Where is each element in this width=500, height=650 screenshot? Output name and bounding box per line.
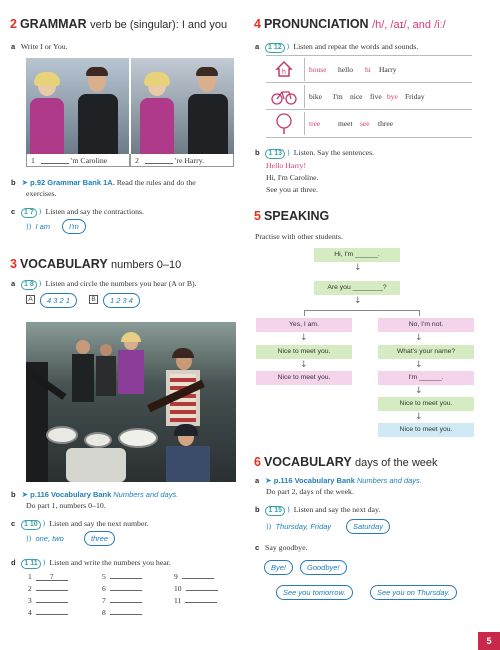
number-answer-7[interactable]	[110, 597, 142, 603]
down-arrow-icon: ↓	[354, 296, 362, 306]
audio-track-1-8[interactable]: 1 8	[21, 280, 37, 290]
bubble-see-you-thursday: See you on Thursday.	[370, 585, 457, 600]
vocab-bank-link-days[interactable]: p.116 Vocabulary Bank	[273, 476, 355, 485]
number-item-8: 8	[102, 608, 142, 617]
page-number: 5	[478, 632, 500, 650]
speaking-instructions: Practise with other students.	[255, 232, 343, 241]
audio-icon: )	[287, 149, 290, 157]
number-answer-6[interactable]	[110, 585, 142, 591]
audio-track-1-10[interactable]: 1 10	[21, 520, 41, 530]
down-arrow-icon: ↓	[415, 386, 423, 396]
arrow-icon: ➤	[265, 476, 272, 485]
band-photo	[26, 322, 236, 482]
audio-icon: )	[286, 43, 290, 51]
audio-icon: )	[42, 559, 46, 567]
number-item-4: 4	[28, 608, 68, 617]
option-b-box: B	[89, 295, 98, 304]
grammar-c: c 1 7 ) Listen and say the contractions.	[11, 207, 144, 216]
vocab2-b: b 1 15 ) Listen and say the next day.	[255, 505, 381, 514]
number-item-10: 10	[174, 584, 218, 593]
flow-no: No, I'm not.	[378, 318, 474, 332]
number-item-3: 3	[28, 596, 68, 605]
tree-icon	[269, 113, 299, 134]
audio-icon: )	[38, 280, 42, 288]
grammar-a: a Write I or You.	[11, 42, 68, 51]
pron-row-house: h house hello hi Harry	[266, 56, 472, 83]
bubble-im: I'm	[62, 219, 86, 234]
speaker-icon: ))	[26, 223, 32, 231]
pronunciation-table	[266, 55, 472, 138]
vocab1-a: a 1 8 ) Listen and circle the numbers you hear (A or B).	[11, 279, 197, 288]
vocab1-b-cont: Do part 1, numbers 0–10.	[26, 501, 106, 510]
caption-2: 2 're Harry.	[130, 154, 234, 167]
flow-nice-3: Nice to meet you.	[378, 397, 474, 411]
flow-nice-2: Nice to meet you.	[256, 371, 352, 385]
pronunciation-heading: 4 PRONUNCIATION /h/, /aɪ/, and /iː/	[254, 17, 446, 31]
down-arrow-icon: ↓	[300, 360, 308, 370]
branch-line	[304, 310, 419, 311]
caption-1: 1 'm Caroline	[26, 154, 130, 167]
number-answer-8[interactable]	[110, 609, 142, 615]
audio-icon: )	[287, 506, 290, 514]
speaker-icon: ))	[266, 523, 272, 531]
vocab1-b: b ➤ p.116 Vocabulary Bank Numbers and days.	[11, 490, 179, 499]
pron-sentence-1: Hello Harry!	[266, 161, 307, 170]
pron-a: a 1 12 ) Listen and repeat the words and sounds.	[255, 42, 419, 51]
flow-yes: Yes, I am.	[256, 318, 352, 332]
vocab-numbers-heading: 3 VOCABULARY numbers 0–10	[10, 257, 182, 271]
audio-track-1-15[interactable]: 1 15	[265, 506, 285, 516]
down-arrow-icon: ↓	[415, 360, 423, 370]
grammar-b: b ➤ p.92 Grammar Bank 1A. Read the rules and do the	[11, 178, 196, 187]
bubble-see-you-tomorrow: See you tomorrow.	[276, 585, 353, 600]
number-answer-1[interactable]: 7	[36, 575, 68, 581]
grammar-heading: 2 GRAMMAR verb be (singular): I and you	[10, 17, 228, 31]
option-b-bubble[interactable]: 1 2 3 4	[103, 293, 140, 308]
audio-track-1-13[interactable]: 1 13	[265, 149, 285, 159]
pron-sentence-3: See you at three.	[266, 185, 318, 194]
number-answer-11[interactable]	[185, 597, 217, 603]
vocab1-c: c 1 10 ) Listen and say the next number.	[11, 519, 149, 528]
speaking-heading: 5 SPEAKING	[254, 209, 330, 223]
number-item-1: 1 7	[28, 572, 68, 581]
caption-1-blank[interactable]	[41, 163, 69, 164]
vocab-days-heading: 6 VOCABULARY days of the week	[254, 455, 438, 469]
down-arrow-icon: ↓	[354, 263, 362, 273]
number-item-9: 9	[174, 572, 214, 581]
audio-icon: )	[42, 520, 46, 528]
vocab-bank-link-numbers[interactable]: p.116 Vocabulary Bank	[30, 490, 112, 499]
number-answer-10[interactable]	[186, 585, 218, 591]
speaker-icon: ))	[26, 535, 32, 543]
number-item-5: 5	[102, 572, 142, 581]
grammar-photo	[26, 58, 234, 154]
number-item-6: 6	[102, 584, 142, 593]
house-icon	[269, 59, 299, 80]
bubble-saturday: Saturday	[346, 519, 390, 534]
vocab2-b-example: )) Thursday, Friday	[266, 522, 332, 531]
caption-2-blank[interactable]	[145, 163, 173, 164]
audio-track-1-11[interactable]: 1 11	[21, 559, 40, 569]
flow-nice-4: Nice to meet you.	[378, 423, 474, 437]
number-item-11: 11	[174, 596, 217, 605]
grammar-bank-link[interactable]: p.92 Grammar Bank 1A.	[30, 178, 115, 187]
flow-hi: Hi, I'm ______.	[314, 248, 400, 262]
flow-are-you: Are you ________?	[314, 281, 400, 295]
vocab1-c-example: )) one, two	[26, 534, 64, 543]
grammar-b-cont: exercises.	[26, 189, 57, 198]
number-answer-4[interactable]	[36, 609, 68, 615]
pron-sentence-2: Hi, I'm Caroline.	[266, 173, 319, 182]
audio-icon: )	[38, 208, 42, 216]
bike-icon	[269, 86, 299, 107]
svg-text:h: h	[282, 69, 286, 76]
grammar-c-example: )) I am	[26, 222, 51, 231]
number-item-2: 2	[28, 584, 68, 593]
vocab2-a: a ➤ p.116 Vocabulary Bank Numbers and days.	[255, 476, 422, 485]
down-arrow-icon: ↓	[415, 333, 423, 343]
vocab2-c: c Say goodbye.	[255, 543, 308, 552]
vocab1-d: d 1 11 ) Listen and write the numbers you hear.	[11, 558, 171, 567]
pron-row-bike: bike I'm nice five bye Friday	[266, 83, 472, 110]
bubble-goodbye: Goodbye!	[300, 560, 347, 575]
down-arrow-icon: ↓	[300, 333, 308, 343]
number-answer-3[interactable]	[36, 597, 68, 603]
arrow-icon: ➤	[21, 490, 29, 499]
flow-nice-1: Nice to meet you.	[256, 345, 352, 359]
pron-b: b 1 13 ) Listen. Say the sentences.	[255, 148, 375, 157]
number-item-7: 7	[102, 596, 142, 605]
down-arrow-icon: ↓	[415, 412, 423, 422]
flow-im: I'm ______.	[378, 371, 474, 385]
number-answer-5[interactable]	[110, 573, 142, 579]
pron-row-tree: tree meet see three	[266, 110, 472, 137]
bubble-bye: Bye!	[264, 560, 293, 575]
audio-track-1-7[interactable]: 1 7	[21, 208, 37, 218]
vocab2-a-cont: Do part 2, days of the week.	[266, 487, 354, 496]
number-answer-9[interactable]	[182, 573, 214, 579]
bubble-three: three	[84, 531, 115, 546]
option-a-box: A	[26, 295, 35, 304]
number-answer-2[interactable]	[36, 585, 68, 591]
arrow-icon: ➤	[21, 178, 29, 187]
audio-track-1-12[interactable]: 1 12	[265, 43, 285, 53]
flow-whats-name: What's your name?	[378, 345, 474, 359]
option-a-bubble[interactable]: 4 3 2 1	[40, 293, 77, 308]
